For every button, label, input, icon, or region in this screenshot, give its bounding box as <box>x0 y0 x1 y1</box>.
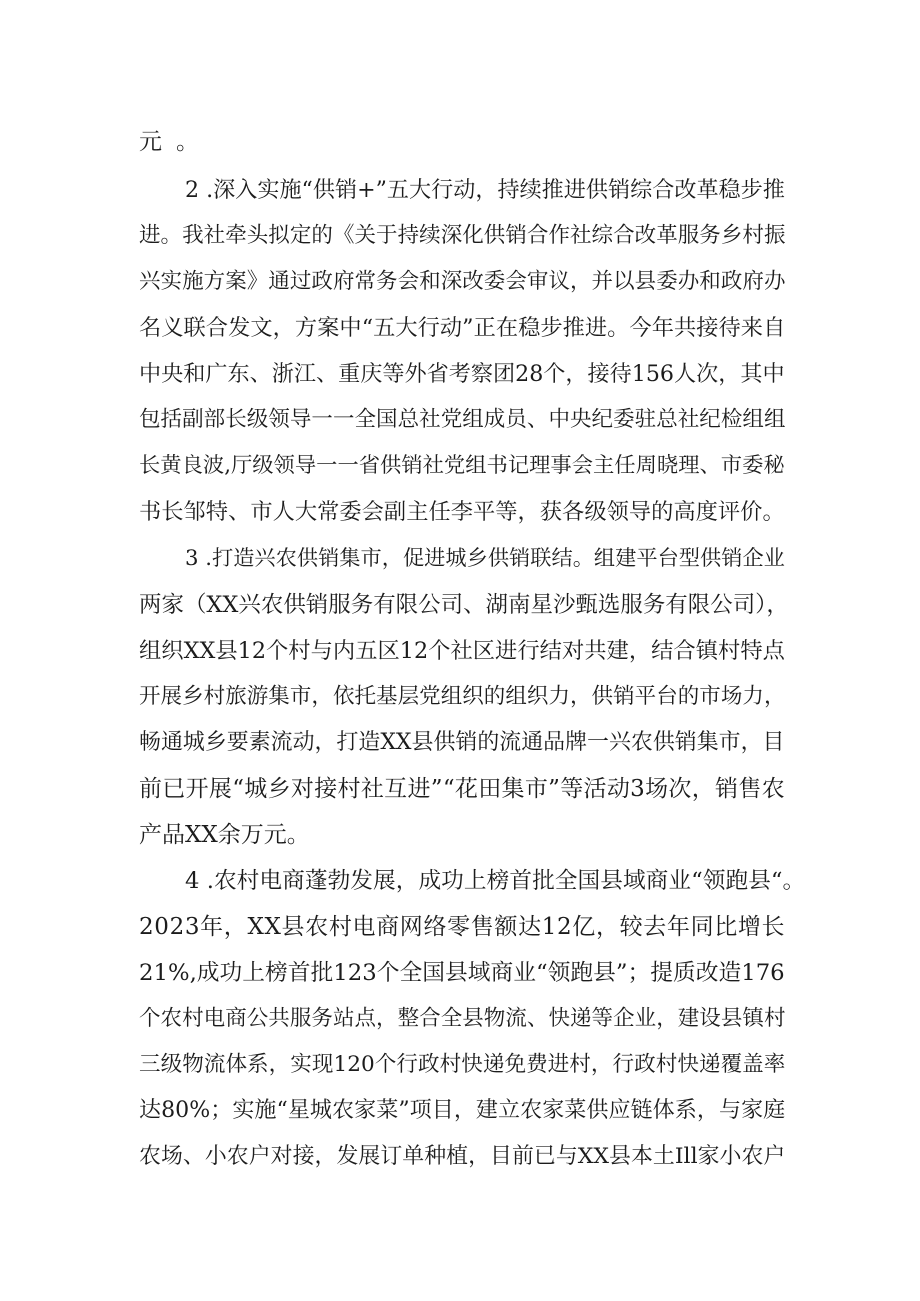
text-line: 前已开展“城乡对接村社互进”“花田集市”等活动3场次，销售农 <box>139 776 785 802</box>
text-line: 畅通城乡要素流动，打造XX县供销的流通品牌一兴农供销集市，目 <box>139 730 785 755</box>
text-line: 三级物流体系，实现120个行政村快递免费进村，行政村快递覆盖率 <box>139 1052 786 1077</box>
text-line: 名义联合发文，方案中“五大行动”正在稳步推进。今年共接待来自 <box>139 315 786 341</box>
text-line: 开展乡村旅游集市，依托基层党组织的组织力，供销平台的市场力， <box>139 684 786 709</box>
paragraph-heading-line: 4 .农村电商蓬勃发展，成功上榜首批全国县域商业“领跑县“。 <box>185 868 806 894</box>
text-line: 组织XX县12个村与内五区12个社区进行结对共建，结合镇村特点 <box>139 638 785 664</box>
text-line: 21%,成功上榜首批123个全国县域商业“领跑县”；提质改造176 <box>139 960 785 986</box>
text-line: 2023年，XX县农村电商网络零售额达12亿，较去年同比增长 <box>139 914 786 940</box>
text-line: 包括副部长级领导一一全国总社党组成员、中央纪委驻总社纪检组组 <box>139 407 786 432</box>
text-line: 书长邹特、市人大常委会副主任李平等，获各级领导的高度评价。 <box>139 499 785 525</box>
text-line: 个农村电商公共服务站点，整合全县物流、快递等企业，建设县镇村 <box>139 1006 786 1031</box>
text-line: 中央和广东、浙江、重庆等外省考察团28个，接待156人次，其中 <box>139 361 785 387</box>
text-line: 产品XX余万元。 <box>139 822 310 848</box>
paragraph-heading-line: 3 .打造兴农供销集市，促进城乡供销联结。组建平台型供销企业 <box>185 546 785 571</box>
text-line: 兴实施方案》通过政府常务会和深改委会审议，并以县委办和政府办 <box>139 269 786 294</box>
text-line: 农场、小农户对接，发展订单种植，目前已与XX县本土Ill家小农户 <box>139 1144 786 1169</box>
text-line: 达80%；实施“星城农家菜”项目，建立农家菜供应链体系，与家庭 <box>139 1098 786 1123</box>
text-line: 元。 <box>139 129 213 155</box>
text-line: 两家（XX兴农供销服务有限公司、湖南星沙甄选服务有限公司）， <box>139 592 789 618</box>
text-line: 长黄良波,厅级领导一一省供销社党组书记理事会主任周晓理、市委秘 <box>139 453 785 478</box>
text-line: 进。我社牵头拟定的《关于持续深化供销合作社综合改革服务乡村振 <box>139 223 786 248</box>
paragraph-heading-line: 2 .深入实施“供销+”五大行动，持续推进供销综合改革稳步推 <box>185 177 785 203</box>
